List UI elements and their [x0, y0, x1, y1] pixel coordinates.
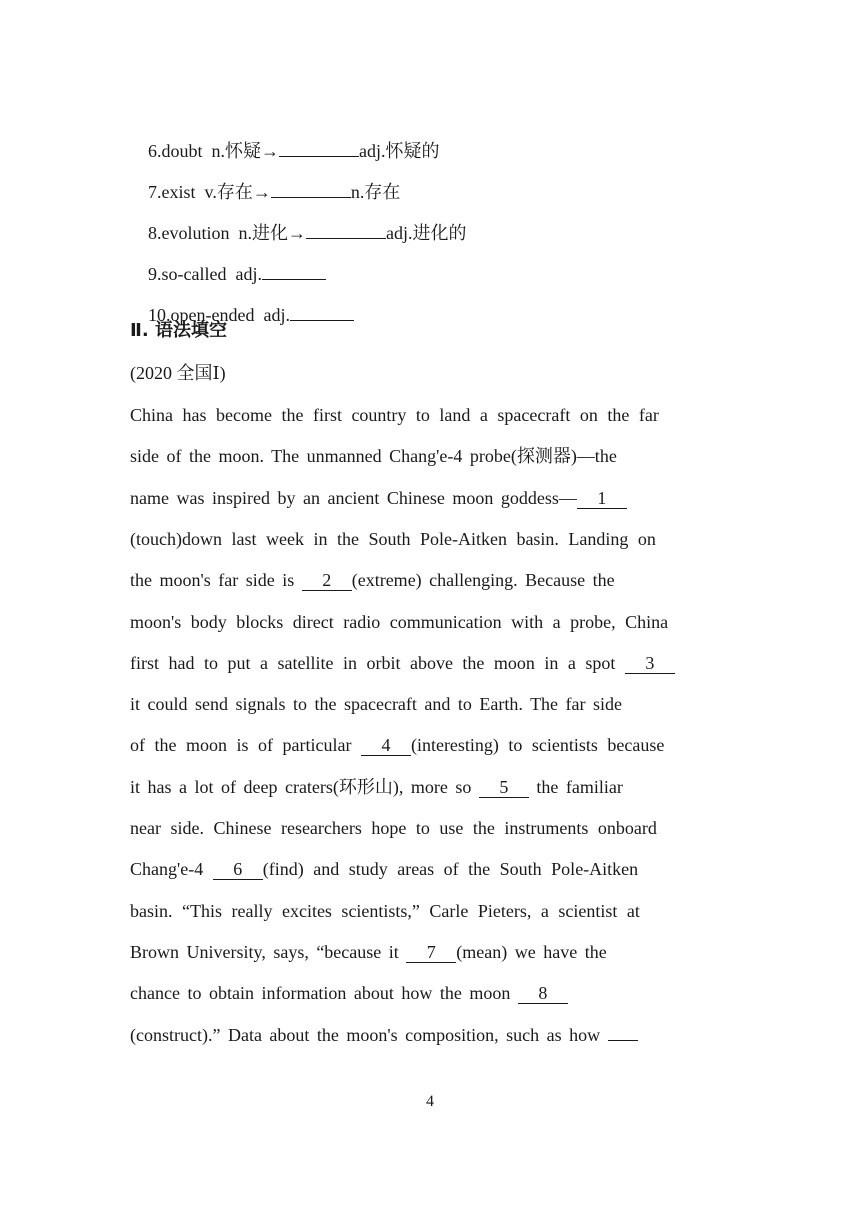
item-number: 6. — [148, 141, 162, 161]
passage-line — [130, 568, 615, 592]
passage-line — [130, 857, 638, 881]
passage-line — [130, 486, 627, 510]
arrow-icon: → — [252, 182, 271, 202]
passage-text: near side. Chinese researchers hope to use the instruments onboard — [130, 818, 657, 838]
passage-text: it could send signals to the spacecraft and to Earth. The far side — [130, 694, 623, 714]
part-of-speech: v. — [204, 182, 217, 202]
passage-text: chance to obtain information about how the moon — [130, 983, 518, 1003]
numbered-blank[interactable]: 8 — [518, 983, 568, 1004]
vocab-word: doubt — [161, 141, 203, 161]
passage-text: China has become the first country to land a spacecraft on the far — [130, 405, 659, 425]
passage-text: side of the moon. The unmanned Chang'e-4 probe(探测器)—the — [130, 446, 617, 466]
vocab-word: exist — [161, 182, 196, 202]
part-of-speech: n. — [238, 223, 252, 243]
passage-text: the familiar — [528, 777, 623, 797]
target-pos: adj. — [386, 223, 413, 243]
passage-text: (interesting) to scientists because — [410, 735, 665, 755]
arrow-icon: → — [288, 223, 306, 243]
section-title: Ⅱ. 语法填空 — [130, 320, 227, 341]
passage-text: (construct).” Data about the moon's composition, such as how — [130, 1025, 608, 1045]
passage-line — [130, 651, 675, 675]
vocab-word: so-called — [161, 264, 227, 284]
passage-text: Chang'e-4 — [130, 859, 213, 879]
passage-text: Brown University, says, “because it — [130, 942, 407, 962]
numbered-blank[interactable]: 1 — [577, 488, 627, 509]
passage-line — [130, 692, 622, 716]
passage-text: name was inspired by an ancient Chinese moon goddess— — [130, 488, 577, 508]
numbered-blank[interactable] — [608, 1040, 638, 1041]
part-of-speech: adj. — [263, 305, 290, 325]
passage-text: moon's body blocks direct radio communication with a probe, China — [130, 612, 669, 632]
passage-line — [130, 1023, 638, 1047]
passage-text: (mean) we have the — [456, 942, 607, 962]
passage-line — [130, 733, 664, 757]
part-of-speech: adj. — [235, 264, 262, 284]
passage-line — [130, 981, 568, 1005]
passage-line — [130, 775, 623, 799]
passage-line — [130, 444, 617, 468]
passage-text: basin. “This really excites scientists,” Carle Pieters, a scientist at — [130, 901, 640, 921]
numbered-blank[interactable]: 2 — [302, 570, 352, 591]
meaning: 存在 — [216, 182, 253, 202]
page-number: 4 — [426, 1093, 434, 1110]
target-pos: adj. — [359, 141, 386, 161]
meaning: 怀疑 — [225, 141, 262, 161]
numbered-blank[interactable]: 4 — [361, 735, 411, 756]
passage-line — [130, 816, 657, 840]
passage-line — [130, 940, 607, 964]
numbered-blank[interactable]: 3 — [625, 653, 675, 674]
passage-text: (touch)down last week in the South Pole-Aitken basin. Landing on — [130, 529, 656, 549]
item-number: 7. — [148, 182, 162, 202]
part-of-speech: n. — [211, 141, 226, 161]
target-meaning: 怀疑的 — [385, 141, 440, 161]
passage-text: (extreme) challenging. Because the — [351, 570, 615, 590]
passage-text: of the moon is of particular — [130, 735, 361, 755]
passage-text: it has a lot of deep craters(环形山), more so — [130, 777, 479, 797]
answer-blank[interactable] — [290, 302, 354, 321]
passage-text: (find) and study areas of the South Pole-Aitken — [262, 859, 639, 879]
vocab-word: evolution — [161, 223, 230, 243]
arrow-icon: → — [261, 141, 280, 161]
source-note: (2020 全国Ⅰ) — [130, 363, 226, 383]
vocab-word: open-ended — [170, 305, 255, 325]
numbered-blank[interactable]: 7 — [406, 942, 456, 963]
target-meaning: 存在 — [364, 182, 401, 202]
passage-text: first had to put a satellite in orbit above the moon in a spot — [130, 653, 625, 673]
target-pos: n. — [350, 182, 365, 202]
item-number: 9. — [148, 264, 162, 284]
passage-line — [130, 610, 668, 634]
item-number: 10. — [148, 305, 171, 325]
meaning: 进化 — [252, 223, 288, 243]
passage-text: the moon's far side is — [130, 570, 302, 590]
numbered-blank[interactable]: 5 — [479, 777, 529, 798]
target-meaning: 进化的 — [412, 223, 467, 243]
item-number: 8. — [148, 223, 162, 243]
passage-line — [130, 527, 656, 551]
passage-line — [130, 899, 640, 923]
passage-line — [130, 403, 659, 427]
numbered-blank[interactable]: 6 — [213, 859, 263, 880]
